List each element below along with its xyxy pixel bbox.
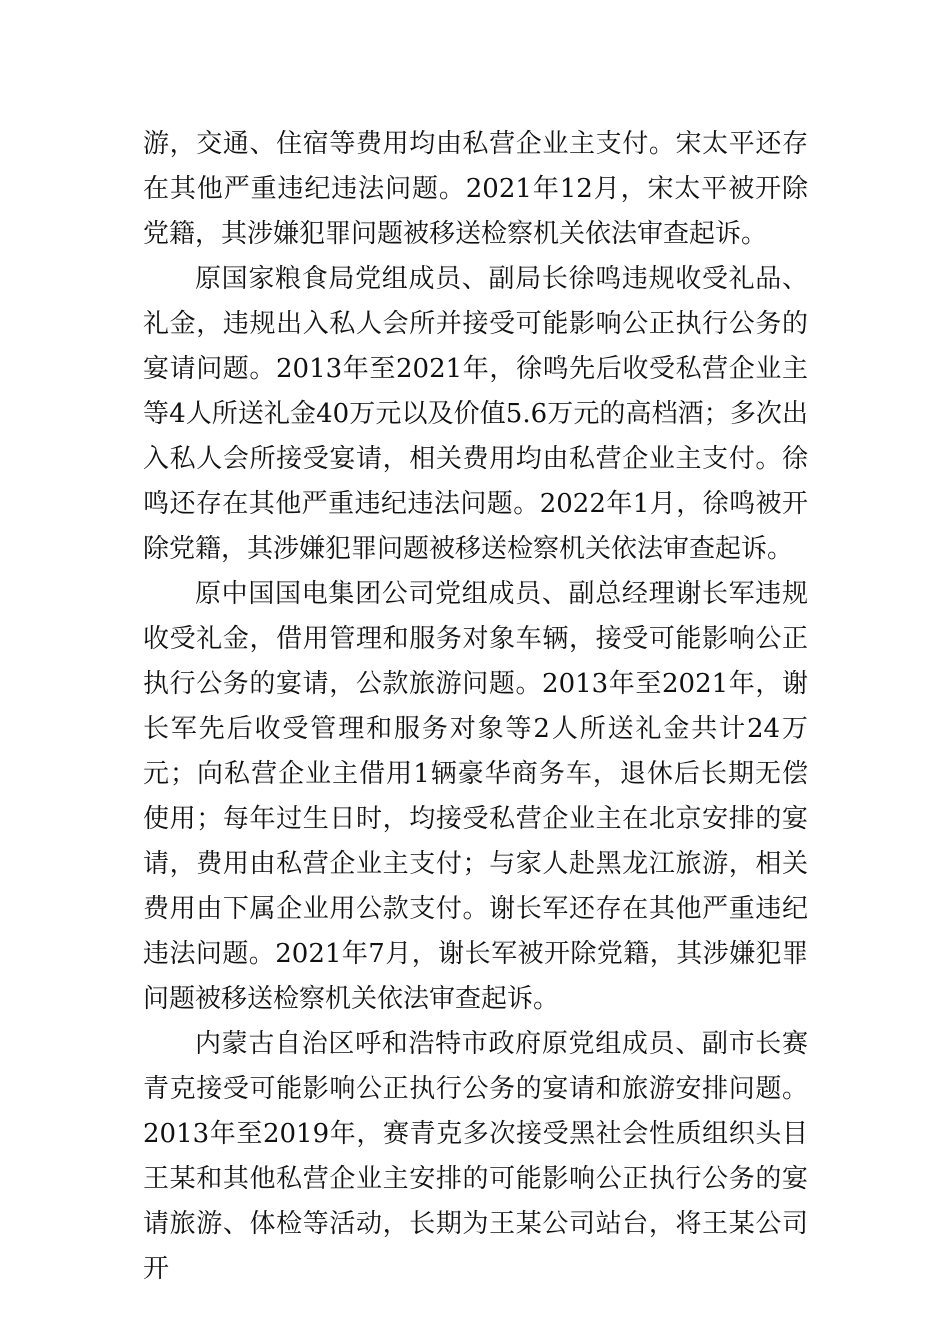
document-body bbox=[143, 122, 808, 1292]
paragraph-song-taiping-continued: 游，交通、住宿等费用均由私营企业主支付。宋太平还存在其他严重违纪违法问题。2021年12月，宋太平被开除党籍，其涉嫌犯罪问题被移送检察机关依法审查起诉。 bbox=[143, 129, 808, 249]
paragraph-sai-qingke: 内蒙古自治区呼和浩特市政府原党组成员、副市长赛青克接受可能影响公正执行公务的宴请和旅游安排问题。2013年至2019年，赛青克多次接受黑社会性质组织头目王某和其他私营企业主安排的可能影响公正执行公务的宴请旅游、体检等活动，长期为王某公司站台，将王某公司开 bbox=[143, 1029, 808, 1284]
paragraph-xu-ming: 原国家粮食局党组成员、副局长徐鸣违规收受礼品、礼金，违规出入私人会所并接受可能影响公正执行公务的宴请问题。2013年至2021年，徐鸣先后收受私营企业主等4人所送礼金40万元以及价值5.6万元的高档酒；多次出入私人会所接受宴请，相关费用均由私营企业主支付。徐鸣还存在其他严重违纪违法问题。2022年1月，徐鸣被开除党籍，其涉嫌犯罪问题被移送检察机关依法审查起诉。 bbox=[143, 264, 808, 564]
paragraph-xie-changjun: 原中国国电集团公司党组成员、副总经理谢长军违规收受礼金，借用管理和服务对象车辆，接受可能影响公正执行公务的宴请，公款旅游问题。2013年至2021年，谢长军先后收受管理和服务对象等2人所送礼金共计24万元；向私营企业主借用1辆豪华商务车，退休后长期无偿使用；每年过生日时，均接受私营企业主在北京安排的宴请，费用由私营企业主支付；与家人赴黑龙江旅游，相关费用由下属企业用公款支付。谢长军还存在其他严重违纪违法问题。2021年7月，谢长军被开除党籍，其涉嫌犯罪问题被移送检察机关依法审查起诉。 bbox=[143, 579, 808, 1014]
